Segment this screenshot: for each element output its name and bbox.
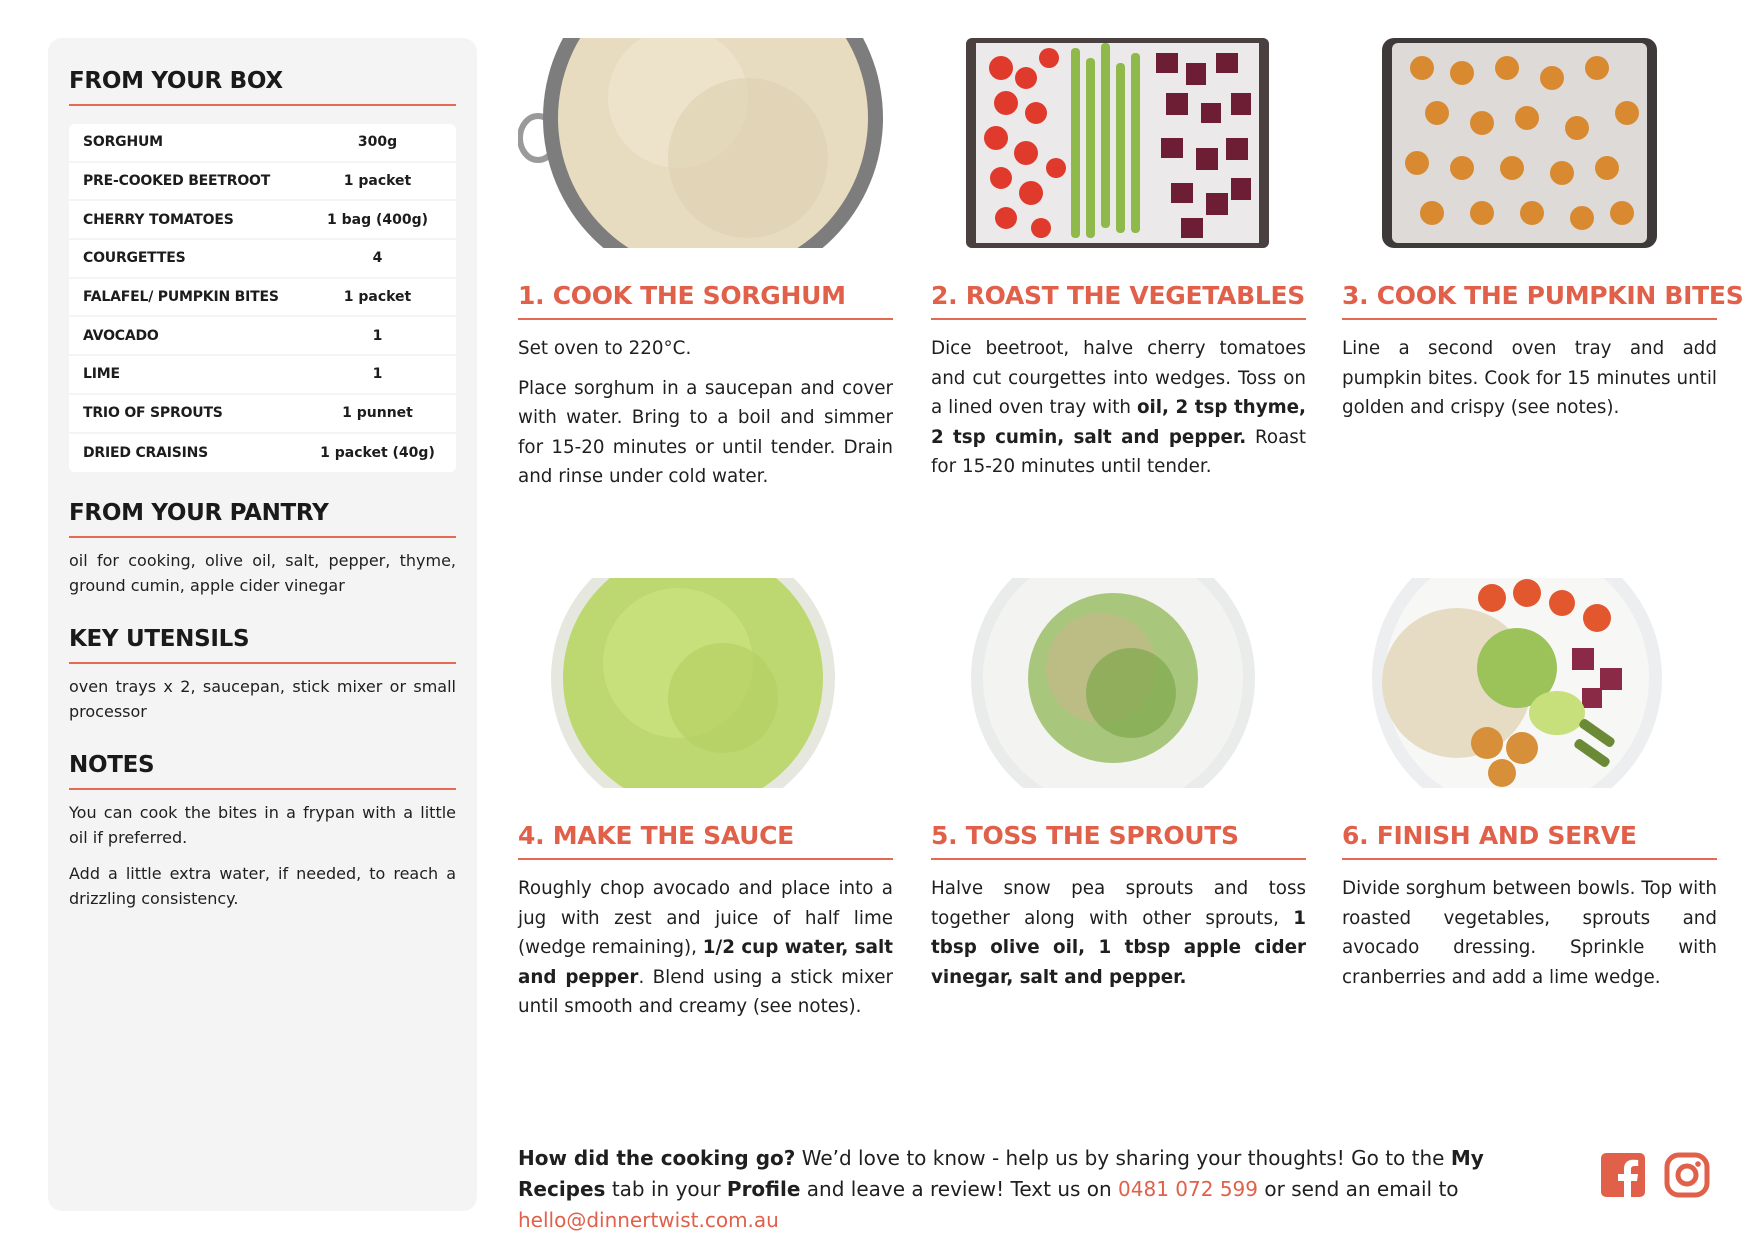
table-row	[69, 356, 456, 395]
step-5	[931, 578, 1306, 1002]
ingredient-name: AVOCADO	[83, 327, 159, 344]
profile-label: Profile	[726, 1177, 801, 1201]
feedback-footer: How did the cooking go? We’d love to know - help us by sharing your thoughts! Go to the My Recipes tab in your Profile and leave a review! Text us on 0481 072 599 or send an email to hello@dinnertwist.com.au	[518, 1146, 1484, 1232]
ingredient-name: LIME	[83, 366, 120, 383]
utensils-title: KEY UTENSILS	[69, 626, 456, 664]
step-title: 4. MAKE THE SAUCE	[518, 821, 893, 860]
step-title: 5. TOSS THE SPROUTS	[931, 821, 1306, 860]
facebook-icon[interactable]	[1600, 1152, 1646, 1198]
table-row	[69, 317, 456, 356]
avocado-sauce-bowl-image	[518, 578, 893, 788]
ingredient-name: COURGETTES	[83, 250, 186, 267]
notes-section	[69, 752, 456, 911]
ingredient-name: FALAFEL/ PUMPKIN BITES	[83, 289, 279, 306]
notes-title: NOTES	[69, 752, 456, 790]
ingredient-name: TRIO OF SPROUTS	[83, 405, 223, 422]
ingredient-qty: 300g	[357, 134, 398, 151]
step-3	[1342, 38, 1744, 433]
ingredient-qty: 1 packet	[343, 289, 412, 306]
email-link[interactable]: hello@dinnertwist.com.au	[518, 1208, 779, 1232]
step-text: Dice beetroot, halve cherry tomatoes and cut courgettes into wedges. Toss on a lined oven tray with oil, 2 tsp thyme, 2 tsp cumin, salt and pepper. Roast for 15-20 minutes until tender.	[931, 338, 1307, 477]
pumpkin-bites-tray-image	[1342, 38, 1717, 248]
finished-bowl-image	[1342, 578, 1717, 788]
step-body	[1342, 334, 1717, 423]
my-recipes-label: My Recipes	[518, 1146, 1484, 1201]
pantry-text: oil for cooking, olive oil, salt, pepper, thyme, ground cumin, apple cider vinegar	[69, 551, 456, 596]
step-title: 2. ROAST THE VEGETABLES	[931, 281, 1306, 320]
roast-vegetables-tray-image	[931, 38, 1306, 248]
step-text: Divide sorghum between bowls. Top with roasted vegetables, sprouts and avocado dressing. Sprinkle with cranberries and add a lime wedge.	[1342, 878, 1717, 988]
pantry-section	[69, 500, 456, 598]
note-item: You can cook the bites in a frypan with a little oil if preferred.	[69, 803, 456, 848]
instagram-icon[interactable]	[1664, 1152, 1710, 1198]
ingredient-qty: 1 bag (400g)	[326, 211, 429, 228]
ingredient-qty: 1	[372, 366, 383, 383]
table-row	[69, 434, 456, 473]
table-row	[69, 201, 456, 240]
phone-link[interactable]: 0481 072 599	[1118, 1177, 1259, 1201]
sprouts-bowl-image	[931, 578, 1306, 788]
step-title: 6. FINISH AND SERVE	[1342, 821, 1717, 860]
ingredient-name: SORGHUM	[83, 134, 163, 151]
ingredient-qty: 1 packet	[343, 173, 412, 190]
step-text: Halve snow pea sprouts and toss together along with other sprouts, 1 tbsp olive oil, 1 tbsp apple cider vinegar, salt and pepper.	[931, 878, 1306, 988]
from-box-title: FROM YOUR BOX	[69, 68, 456, 106]
utensils-section	[69, 626, 456, 724]
table-row	[69, 395, 456, 434]
ingredient-qty: 1 packet (40g)	[320, 444, 435, 461]
step-text: Line a second oven tray and add pumpkin bites. Cook for 15 minutes until golden and crispy (see notes).	[1342, 338, 1717, 418]
box-ingredients-table	[69, 124, 456, 472]
table-row	[69, 124, 456, 163]
table-row	[69, 163, 456, 202]
step-4	[518, 578, 893, 1032]
step-text: Set oven to 220°C.	[518, 338, 692, 359]
social-links	[1600, 1152, 1710, 1198]
step-2	[931, 38, 1306, 492]
step-body	[518, 874, 893, 1022]
ingredient-name: CHERRY TOMATOES	[83, 211, 234, 228]
step-title: 3. COOK THE PUMPKIN BITES	[1342, 281, 1717, 320]
step-body	[931, 334, 1306, 482]
step-body	[518, 334, 893, 492]
ingredient-qty: 4	[372, 250, 383, 267]
utensils-text: oven trays x 2, saucepan, stick mixer or small processor	[69, 677, 456, 722]
sidebar-panel	[48, 38, 477, 1211]
table-row	[69, 279, 456, 318]
step-body	[1342, 874, 1717, 992]
ingredient-qty: 1	[372, 327, 383, 344]
step-text: Place sorghum in a saucepan and cover with water. Bring to a boil and simmer for 15-20 minutes or until tender. Drain and rinse under cold water.	[518, 377, 893, 487]
ingredient-name: PRE-COOKED BEETROOT	[83, 173, 271, 190]
sorghum-strainer-image	[518, 38, 893, 248]
step-text: Roughly chop avocado and place into a jug with zest and juice of half lime (wedge remaining), 1/2 cup water, salt and pepper. Blend using a stick mixer until smooth and creamy (see notes).	[518, 878, 894, 1017]
step-1	[518, 38, 893, 502]
step-title: 1. COOK THE SORGHUM	[518, 281, 893, 320]
footer-question: How did the cooking go?	[518, 1146, 796, 1170]
step-6	[1342, 578, 1717, 1002]
step-body	[931, 874, 1306, 992]
table-row	[69, 240, 456, 279]
pantry-title: FROM YOUR PANTRY	[69, 500, 456, 538]
ingredient-name: DRIED CRAISINS	[83, 444, 209, 461]
ingredient-qty: 1 punnet	[342, 405, 413, 422]
note-item: Add a little extra water, if needed, to reach a drizzling consistency.	[69, 864, 456, 909]
